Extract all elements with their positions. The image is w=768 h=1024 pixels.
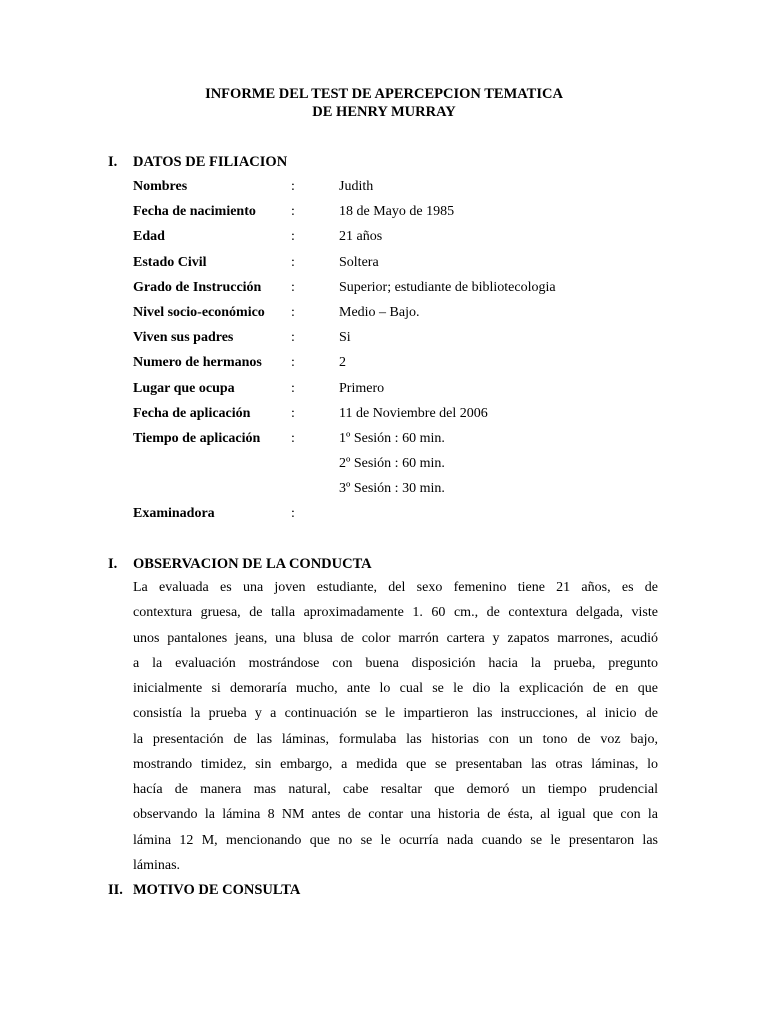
field-value: Superior; estudiante de bibliotecologia [339,279,556,295]
field-separator: : [291,405,295,421]
section-number: I. [108,556,118,572]
field-row-lugar-ocupa [133,379,668,404]
field-value: Primero [339,380,385,396]
field-separator: : [291,506,295,522]
section-heading-datos-filiacion [108,153,668,171]
field-row-sesion-2 [133,454,668,479]
section-title: DATOS DE FILIACION [133,154,288,170]
field-label: Tiempo de aplicación [133,430,261,446]
field-label: Nombres [133,179,188,194]
field-label: Numero de hermanos [133,355,262,371]
field-value: 21 años [339,229,383,245]
field-row-viven-padres [133,328,668,353]
paragraph-line: hacía de manera mas natural, cabe resaltar que demoró un tiempo prudencial [133,782,658,797]
field-row-numero-hermanos [133,353,668,378]
field-value: Si [339,330,351,346]
paragraph-line: La evaluada es una joven estudiante, del sexo femenino tiene 21 años, es de [133,580,658,595]
field-row-examinadora [133,504,668,529]
field-row-fecha-aplicacion [133,404,668,429]
field-label: Grado de Instrucción [133,279,262,295]
field-separator: : [291,330,295,346]
field-separator: : [291,304,295,320]
section-heading-motivo-consulta [108,881,668,899]
field-row-sesion-3 [133,479,668,504]
paragraph-line: mostrando timidez, sin embargo, a medida que se presentaban las otras láminas, lo [133,756,658,772]
field-label: Fecha de nacimiento [133,204,256,220]
field-separator: : [291,430,295,446]
field-value: 11 de Noviembre del 2006 [339,405,488,421]
field-row-edad [133,227,668,252]
field-value: 18 de Mayo de 1985 [339,204,455,220]
field-label: Fecha de aplicación [133,405,251,421]
document-title-line-2: DE HENRY MURRAY [312,104,456,120]
observacion-paragraph [133,578,658,881]
field-label: Edad [133,229,165,245]
paragraph-line: contextura gruesa, de talla aproximadamente 1. 60 cm., de contextura delgada, viste [133,605,658,621]
field-value: 2º Sesión : 60 min. [339,456,445,472]
field-label: Nivel socio-económico [133,304,265,320]
paragraph-line: láminas. [133,857,181,873]
field-row-nivel-socioeconomico [133,303,668,328]
paragraph-line: observando la lámina 8 NM antes de contar una historia de ésta, al igual que con la [133,807,658,823]
paragraph-line: a la evaluación mostrándose con buena disposición hacia la prueba, pregunto [133,655,658,671]
field-separator: : [291,380,295,396]
field-label: Estado Civil [133,254,207,270]
field-separator: : [291,355,295,371]
section-title: MOTIVO DE CONSULTA [133,882,301,898]
field-value: Medio – Bajo. [339,304,420,320]
paragraph-line: la presentación de las láminas, formulaba las historias con un tono de voz bajo, [133,731,658,747]
paragraph-line: inicialmente si demoraría mucho, ante lo cual se le dio la explicación de en que [133,681,658,696]
field-label: Examinadora [133,506,215,522]
field-value: 2 [339,355,346,371]
field-label: Lugar que ocupa [133,380,235,396]
field-label: Viven sus padres [133,330,234,346]
section-title: OBSERVACION DE LA CONDUCTA [133,556,372,572]
section-number: I. [108,154,118,170]
field-separator: : [291,179,295,194]
paragraph-line: lámina 12 M, mencionando que no se le ocurría nada cuando se le presentaron las [133,832,658,848]
field-value: Judith [339,179,374,194]
document-title-line-1: INFORME DEL TEST DE APERCEPCION TEMATICA [205,86,563,102]
section-heading-observacion-conducta [108,555,668,573]
field-row-fecha-nacimiento [133,202,668,227]
field-value: Soltera [339,254,379,270]
field-value: 1º Sesión : 60 min. [339,430,445,446]
datos-filiacion-list [133,177,668,530]
paragraph-line: unos pantalones jeans, una blusa de color marrón cartera y zapatos marrones, acudió [133,630,658,646]
section-number: II. [108,882,123,898]
field-separator: : [291,229,295,245]
field-separator: : [291,254,295,270]
field-row-estado-civil [133,253,668,278]
field-separator: : [291,279,295,295]
field-value: 3º Sesión : 30 min. [339,481,445,497]
field-row-nombres [133,177,668,202]
paragraph-line: consistía la prueba y a continuación se le impartieron las instrucciones, al inicio de [133,706,658,722]
field-row-tiempo-aplicacion [133,429,668,454]
field-separator: : [291,204,295,220]
field-row-grado-instruccion [133,278,668,303]
